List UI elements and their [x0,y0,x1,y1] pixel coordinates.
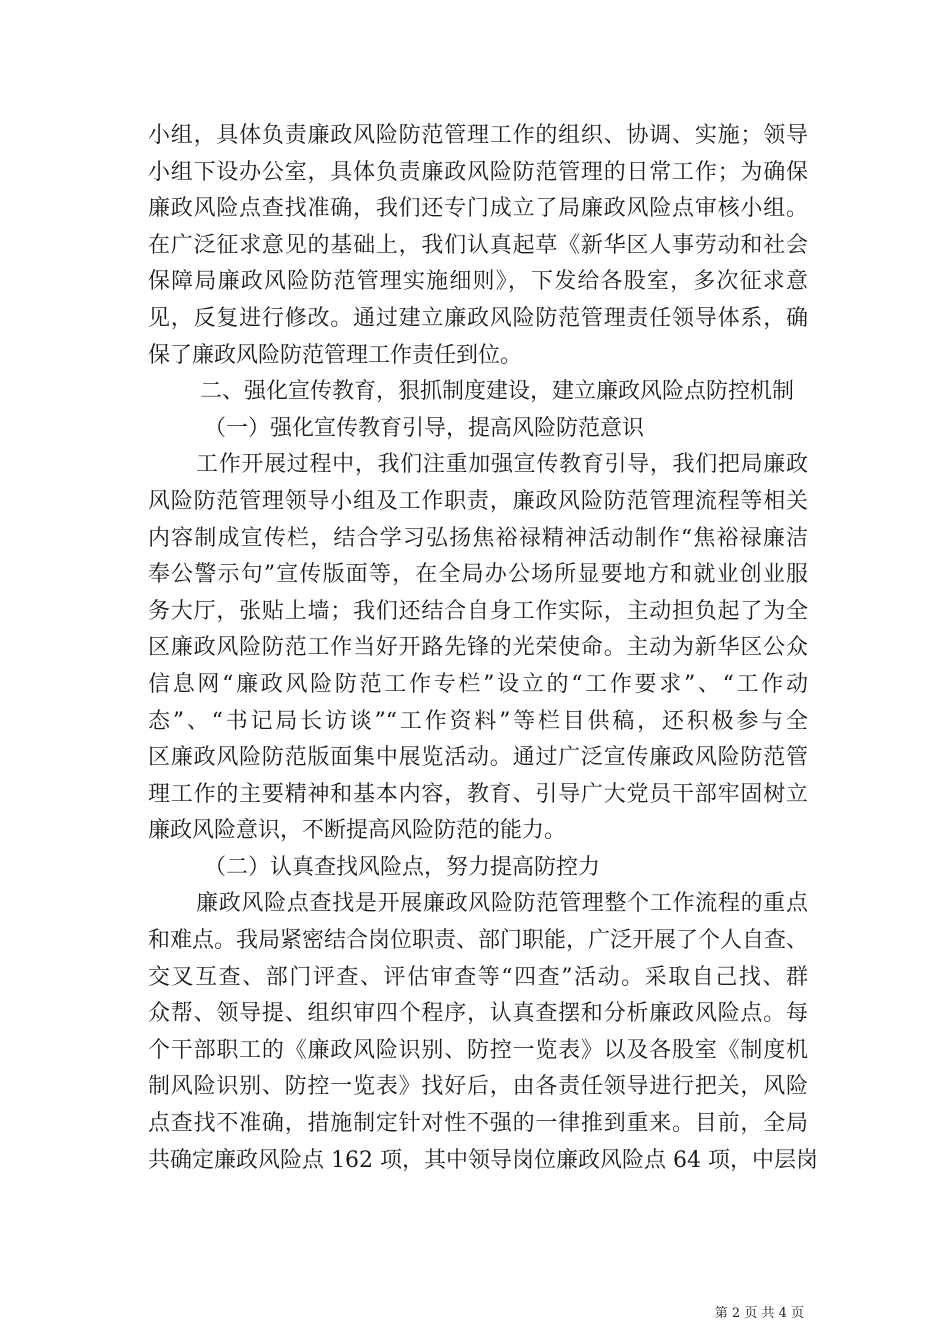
paragraph-line: 廉政风险点查找准确，我们还专门成立了局廉政风险点审核小组。 [148,196,808,222]
paragraph-line: 工作开展过程中，我们注重加强宣传教育引导，我们把局廉政 [196,452,808,478]
document-body [148,118,818,1179]
paragraph-line: 制风险识别、防控一览表》找好后，由各责任领导进行把关，风险 [148,1074,808,1100]
paragraph-line: 廉政风险点查找是开展廉政风险防范管理整个工作流程的重点 [196,891,808,917]
paragraph-line: 保障局廉政风险防范管理实施细则》，下发给各股室，多次征求意 [148,269,808,295]
paragraph-line: 理工作的主要精神和基本内容，教育、引导广大党员干部牢固树立 [148,781,808,807]
paragraph-line: 小组下设办公室，具体负责廉政风险防范管理的日常工作；为确保 [148,159,808,185]
paragraph-line: 交叉互查、部门评查、评估审查等“四查”活动。采取自己找、群 [148,964,808,990]
paragraph-line: 和难点。我局紧密结合岗位职责、部门职能，广泛开展了个人自查、 [148,928,809,954]
paragraph-line: 共确定廉政风险点 162 项，其中领导岗位廉政风险点 64 项，中层岗 [148,1147,818,1173]
paragraph-line: 点查找不准确，措施制定针对性不强的一律推到重来。目前，全局 [148,1111,808,1137]
paragraph-line: 保了廉政风险防范管理工作责任到位。 [148,342,523,368]
paragraph-line: 内容制成宣传栏，结合学习弘扬焦裕禄精神活动制作“焦裕禄廉洁 [148,525,808,551]
paragraph-line: 见，反复进行修改。通过建立廉政风险防范管理责任领导体系，确 [148,305,808,331]
paragraph-line: 廉政风险意识，不断提高风险防范的能力。 [148,818,567,844]
paragraph-line: 风险防范管理领导小组及工作职责，廉政风险防范管理流程等相关 [148,488,808,514]
paragraph-line: 在广泛征求意见的基础上，我们认真起草《新华区人事劳动和社会 [148,232,808,258]
paragraph-line: 众帮、领导提、组织审四个程序，认真查摆和分析廉政风险点。每 [148,1001,808,1027]
subsection-heading: （一）强化宣传教育引导，提高风险防范意识 [204,415,645,441]
section-heading: 二、强化宣传教育，狠抓制度建设，建立廉政风险点防控机制 [200,379,795,405]
subsection-heading: （二）认真查找风险点，努力提高防控力 [204,854,601,880]
paragraph-line: 区廉政风险防范版面集中展览活动。通过广泛宣传廉政风险防范管 [148,745,808,771]
paragraph-line: 奉公警示句”宣传版面等，在全局办公场所显要地方和就业创业服 [148,562,808,588]
page-number: 第 2 页 共 4 页 [714,1306,804,1321]
paragraph-line: 信息网“廉政风险防范工作专栏”设立的“工作要求”、“工作动 [148,671,808,697]
paragraph-line: 区廉政风险防范工作当好开路先锋的光荣使命。主动为新华区公众 [148,635,808,661]
paragraph-line: 务大厅，张贴上墙；我们还结合自身工作实际，主动担负起了为全 [148,598,808,624]
paragraph-line: 小组，具体负责廉政风险防范管理工作的组织、协调、实施；领导 [148,123,808,148]
paragraph-line: 态”、“书记局长访谈”“工作资料”等栏目供稿，还积极参与全 [148,708,808,734]
paragraph-line: 个干部职工的《廉政风险识别、防控一览表》以及各股室《制度机 [148,1037,808,1063]
